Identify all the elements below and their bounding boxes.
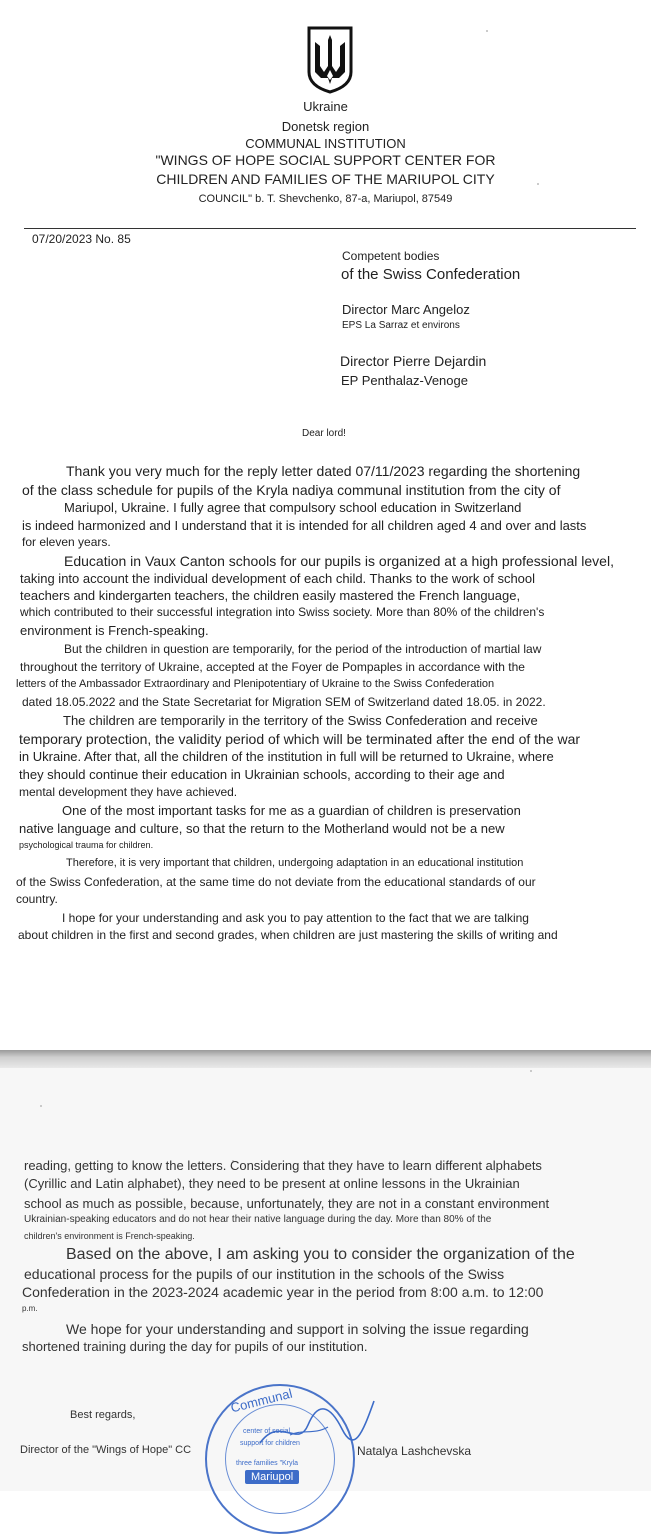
body-line: Therefore, it is very important that children, undergoing adaptation in an educational institution xyxy=(66,857,524,869)
body-line: in Ukraine. After that, all the children of the institution in full will be returned to Ukraine, where xyxy=(19,749,554,764)
scan-speck xyxy=(486,30,488,32)
body-line: One of the most important tasks for me as a guardian of children is preservation xyxy=(62,803,521,818)
body-line: which contributed to their successful integration into Swiss society. More than 80% of the children's xyxy=(20,605,545,619)
salutation: Dear lord! xyxy=(302,428,346,439)
body-line: teachers and kindergarten teachers, the children easily mastered the French language, xyxy=(20,588,521,603)
page2-line: (Cyrillic and Latin alphabet), they need to be present at online lessons in the Ukrainian xyxy=(24,1176,520,1191)
body-line: The children are temporarily in the territory of the Swiss Confederation and receive xyxy=(63,713,538,728)
body-line: Thank you very much for the reply letter dated 07/11/2023 regarding the shortening xyxy=(66,463,581,479)
page2-line: shortened training during the day for pupils of our institution. xyxy=(22,1339,368,1354)
director-1-org: EPS La Sarraz et environs xyxy=(342,320,460,331)
closing: Best regards, xyxy=(70,1409,136,1421)
handwritten-signature-icon xyxy=(250,1395,380,1455)
body-line: letters of the Ambassador Extraordinary and Plenipotentiary of Ukraine to the Swiss Confederation xyxy=(16,678,495,690)
header-country: Ukraine xyxy=(303,99,348,114)
signature-title: Director of the "Wings of Hope" CC xyxy=(20,1444,192,1456)
body-line: native language and culture, so that the return to the Motherland would not be a new xyxy=(19,821,505,836)
body-line: psychological trauma for children. xyxy=(19,840,154,850)
body-line: throughout the territory of Ukraine, accepted at the Foyer de Pompaples in accordance with the xyxy=(20,660,525,674)
header-center-name-2: CHILDREN AND FAMILIES OF THE MARIUPOL CITY xyxy=(156,171,495,187)
body-line: Mariupol, Ukraine. I fully agree that compulsory school education in Switzerland xyxy=(64,500,522,515)
stamp-city: Mariupol xyxy=(245,1470,299,1484)
body-line: I hope for your understanding and ask you to pay attention to the fact that we are talking xyxy=(62,911,529,925)
page2-line: educational process for the pupils of our institution in the schools of the Swiss xyxy=(24,1266,505,1282)
body-line: country. xyxy=(16,892,58,906)
body-line: they should continue their education in Ukrainian schools, according to their age and xyxy=(19,767,505,782)
director-1-name: Director Marc Angeloz xyxy=(342,302,470,317)
stamp-center-line: three families "Kryla xyxy=(236,1460,299,1467)
header-divider xyxy=(24,228,636,229)
body-line: But the children in question are temporarily, for the period of the introduction of martial law xyxy=(64,642,542,656)
scan-speck xyxy=(530,1070,532,1072)
body-line: mental development they have achieved. xyxy=(19,785,238,799)
body-line: dated 18.05.2022 and the State Secretariat for Migration SEM of Switzerland dated 18.05. in 2022. xyxy=(22,695,546,709)
header-center-name-1: "WINGS OF HOPE SOCIAL SUPPORT CENTER FOR xyxy=(155,152,496,168)
director-2-org: EP Penthalaz-Venoge xyxy=(341,373,468,388)
header-institution-type: COMMUNAL INSTITUTION xyxy=(245,136,406,151)
page2-line: p.m. xyxy=(22,1304,38,1313)
body-line: for eleven years. xyxy=(22,535,111,549)
page2-line: children's environment is French-speaking. xyxy=(24,1231,195,1241)
body-line: environment is French-speaking. xyxy=(20,623,209,638)
scan-speck xyxy=(40,1105,42,1107)
body-line: about children in the first and second grades, when children are just mastering the skills of writing and xyxy=(18,928,558,942)
director-2-name: Director Pierre Dejardin xyxy=(340,353,487,369)
body-line: taking into account the individual development of each child. Thanks to the work of school xyxy=(20,571,536,586)
page2-line: reading, getting to know the letters. Considering that they have to learn different alphabets xyxy=(24,1158,542,1173)
header-region: Donetsk region xyxy=(281,119,370,134)
body-line: is indeed harmonized and I understand that it is intended for all children aged 4 and over and lasts xyxy=(22,518,587,533)
page2-line: We hope for your understanding and support in solving the issue regarding xyxy=(66,1321,529,1337)
stamp-top-text: Communal xyxy=(229,1385,294,1416)
trident-icon xyxy=(306,26,354,94)
page2-line: school as much as possible, because, unfortunately, they are not in a constant environment xyxy=(24,1196,550,1211)
page2-line: Confederation in the 2023-2024 academic year in the period from 8:00 a.m. to 12:00 xyxy=(22,1284,544,1300)
stamp-center-line: center of social xyxy=(243,1428,291,1435)
body-line: of the class schedule for pupils of the Kryla nadiya communal institution from the city of xyxy=(22,482,561,498)
page2-line: Ukrainian-speaking educators and do not hear their native language during the day. More than 80% of the xyxy=(24,1214,492,1225)
page2-line: Based on the above, I am asking you to consider the organization of the xyxy=(66,1246,575,1263)
recipient-line-1: Competent bodies xyxy=(342,249,440,263)
header-address: COUNCIL" b. T. Shevchenko, 87-a, Mariupol, 87549 xyxy=(198,193,453,205)
stamp-center-line: support for children xyxy=(240,1440,300,1447)
body-line: of the Swiss Confederation, at the same time do not deviate from the educational standards of our xyxy=(16,875,536,889)
body-line: Education in Vaux Canton schools for our pupils is organized at a high professional level, xyxy=(64,553,614,569)
page-separator xyxy=(0,1050,651,1068)
recipient-line-2: of the Swiss Confederation xyxy=(341,266,521,283)
body-line: temporary protection, the validity period of which will be terminated after the end of the war xyxy=(19,731,581,747)
signer-name: Natalya Lashchevska xyxy=(357,1444,472,1458)
reference-number: 07/20/2023 No. 85 xyxy=(32,232,131,246)
